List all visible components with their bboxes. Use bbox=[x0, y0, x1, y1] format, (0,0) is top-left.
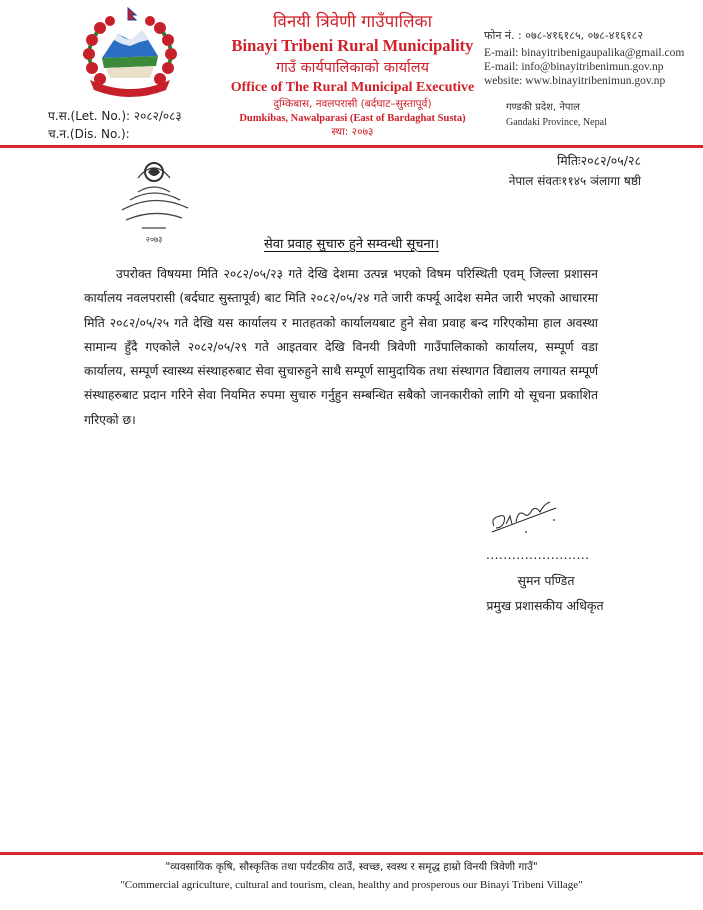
signer-name: सुमन पण्डित bbox=[517, 573, 575, 588]
svg-text:२०७३: २०७३ bbox=[145, 235, 163, 244]
address-en: Dumkibas, Nawalparasi (East of Bardaghat Susta) bbox=[239, 112, 466, 124]
office-stamp bbox=[108, 152, 200, 244]
office-name-np: गाउँ कार्यपालिकाको कार्यालय bbox=[275, 59, 430, 76]
email-secondary[interactable]: E-mail: info@binayitribenimun.gov.np bbox=[484, 61, 664, 73]
nepal-samvat-date: नेपाल संवतः११४५ ञंलागा षष्ठी bbox=[508, 174, 641, 188]
signature-image bbox=[486, 500, 558, 542]
province-np: गण्डकी प्रदेश, नेपाल bbox=[506, 102, 580, 113]
office-name-en: Office of The Rural Municipal Executive bbox=[230, 80, 475, 95]
nepal-emblem-logo bbox=[78, 6, 182, 98]
established-year: स्था: २०७३ bbox=[331, 126, 374, 138]
letterhead-title-block bbox=[220, 10, 485, 138]
motto-np: "व्यवसायिक कृषि, सौस्कृतिक तथा पर्यटकीय ठाउँ, स्वच्छ, स्वस्थ र समृद्ध हाम्रो विनयी त्रिवेणी गाउँ" bbox=[165, 861, 538, 873]
email-primary[interactable]: E-mail: binayitribenigaupalika@gmail.com bbox=[484, 47, 685, 59]
dispatch-number: च.न.(Dis. No.): bbox=[48, 127, 130, 141]
municipality-name-np: विनयी त्रिवेणी गाउँपालिका bbox=[272, 12, 433, 32]
letter-date: मितिः२०८२/०५/२८ bbox=[556, 153, 641, 168]
signature-line: ........................ bbox=[486, 548, 590, 562]
address-np: दुम्किबास, नवलपरासी (बर्दघाट–सुस्तापूर्व) bbox=[273, 98, 432, 110]
contact-block bbox=[484, 28, 684, 128]
notice-subject bbox=[0, 234, 703, 252]
motto-en: "Commercial agriculture, cultural and tourism, clean, healthy and prosperous our Binayi Tribeni Village" bbox=[120, 879, 583, 891]
footer-divider bbox=[0, 852, 703, 855]
website-link[interactable]: website: www.binayitribenimun.gov.np bbox=[484, 75, 666, 87]
notice-body: उपरोक्त विषयमा मिति २०८२/०५/२३ गते देखि देशमा उत्पन्न भएको विषम परिस्थिती एवम् जिल्ला प्रशासन कार्यालय नवलपरासी (बर्दघाट सुस्तापूर्व) बाट मिति २०८२/०५/२४ गते जारी कर्फ्यू आदेश समेत जारी भएको आधारमा मिति २०८२/०५/२५ गते देखि यस कार्यालय र मातहतको कार्यालयबाट हुने सेवा प्रवाह बन्द गरिएकोमा हाल अवस्था सामान्य हुँदै गएकोले २०८२/०५/२९ गते आइतवार देखि विनयी त्रिवेणी गाउँपालिकाको कार्यालय, सम्पूर्ण वडा कार्यालय, सम्पूर्ण स्वास्थ्य संस्थाहरुबाट सेवा सुचारुहुने साथै सम्पूर्ण सामुदायिक तथा संस्थागत विद्यालय लगायत सम्पूर्ण संस्थाहरुबाट प्रदान गरिने सेवा नियमित रुपमा सुचारु गर्नुहुन सम्बन्धित सबैको जानकारीको लागि यो सूचना प्रकाशित गरिएको छ। bbox=[84, 267, 598, 427]
subject-text: सेवा प्रवाह सुचारु हुने सम्वन्धी सूचना। bbox=[264, 237, 439, 252]
phone-numbers: फोन नं. : ०७८-४१६१८५, ०७८-४१६१८२ bbox=[484, 29, 644, 42]
header-divider bbox=[0, 145, 703, 148]
municipality-name-en: Binayi Tribeni Rural Municipality bbox=[231, 36, 474, 55]
province-en: Gandaki Province, Nepal bbox=[506, 117, 607, 128]
letter-number: प.स.(Let. No.): २०८२/०८३ bbox=[48, 109, 182, 123]
signer-title: प्रमुख प्रशासकीय अधिकृत bbox=[486, 598, 604, 613]
